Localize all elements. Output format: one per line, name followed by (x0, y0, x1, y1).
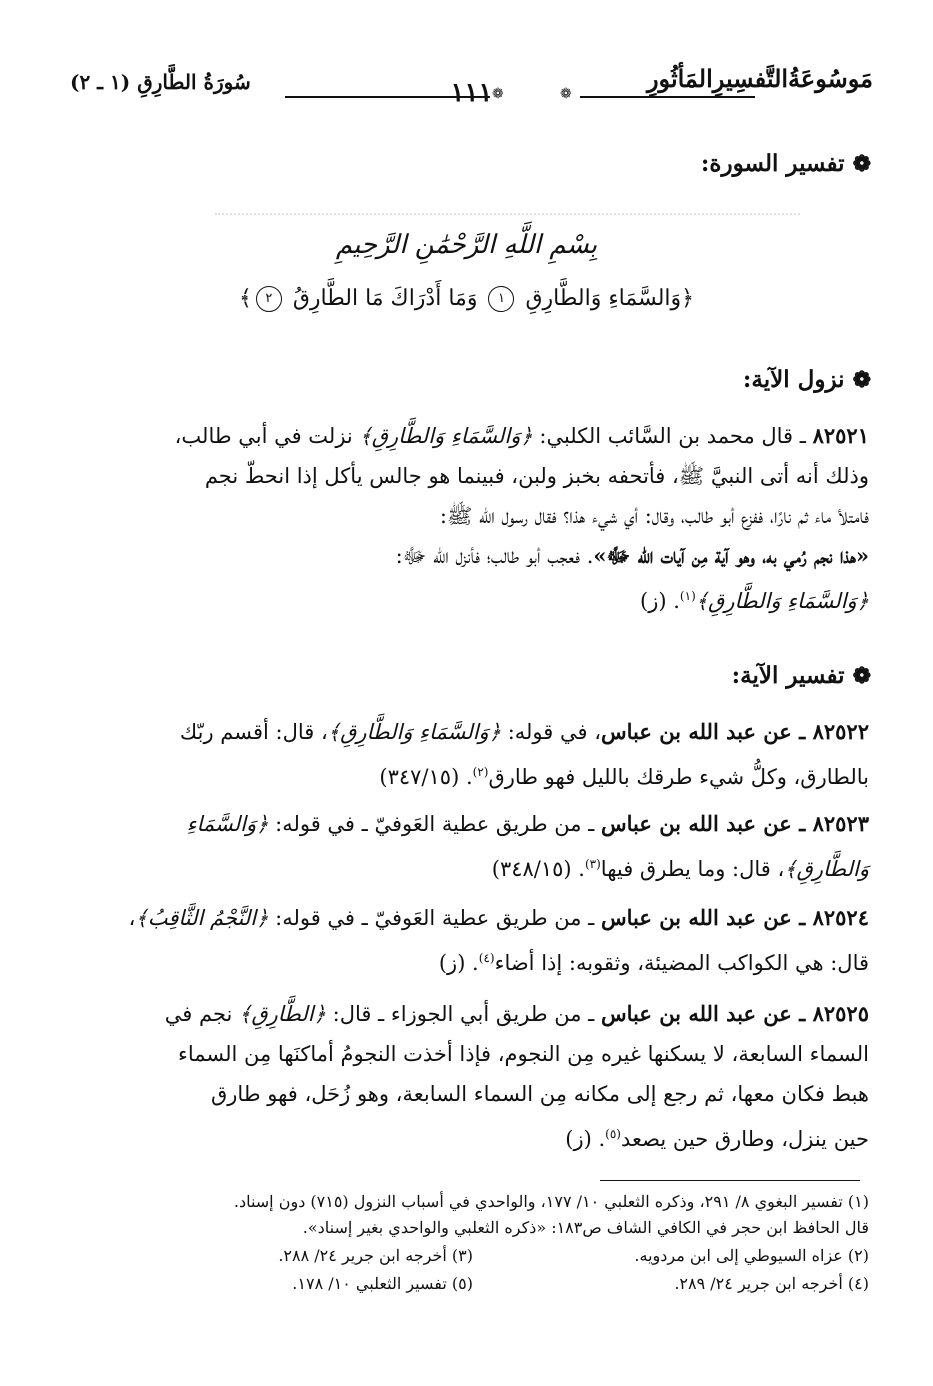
narration-82525 (72, 994, 869, 1159)
text-line: هبط فكان معها، ثم رجع إلى مكانه مِن السماء السابعة، وهو زُحَل، فهو طارق (211, 1082, 869, 1106)
verse-part-1: وَالسَّمَاءِ وَالطَّارِقِ (525, 286, 682, 311)
footnote-ref: (٥) (605, 1127, 621, 1141)
text: ، قال: أقسم ربّك (179, 720, 328, 744)
section-title: تفسير السورة: (700, 150, 845, 177)
quote: ﴿وَالسَّمَاءِ وَالطَّارِقِ﴾ (359, 424, 533, 448)
narrator: ـ عن عبد الله بن عباس (600, 719, 813, 744)
text-line (72, 804, 869, 844)
verse-number-1: ١ (488, 286, 514, 312)
basmala: بِسْمِ اللَّهِ الرَّحْمَٰنِ الرَّحِيمِ (335, 230, 598, 260)
surah-title: سُورَةُ الطَّارِقِ (١ ـ ٢) (70, 70, 251, 94)
quran-verse (0, 286, 933, 312)
text: حين ينزل، وطارق حين يصعد (620, 1127, 869, 1151)
flower-icon: ❁ (852, 367, 871, 393)
narration-82523 (72, 804, 869, 889)
text: بالطارق، وكلُّ شيء طرقك بالليل فهو طارق (488, 765, 869, 789)
narration-82521 (72, 416, 869, 621)
text: . (٣٤٧/١٥) (379, 765, 473, 789)
text: . (ز) (565, 1127, 606, 1151)
quote: ﴿وَالسَّمَاءِ (186, 812, 269, 836)
text-line (72, 416, 869, 456)
book-title: مَوسُوعَةُالتَّفسِيرِالمَأثُورِ (646, 64, 873, 93)
narration-number: ٨٢٥٢٥ (812, 1001, 869, 1026)
text-line: فامتلأ ماء ثم نارًا، ففزع أبو طالب، وقال: أي شيء هذا؟ فقال رسول الله ﷺ: (439, 504, 869, 528)
flower-icon: ❁ (852, 663, 871, 689)
footnote-ref: (٣) (584, 857, 601, 871)
verse-part-2: وَمَا أَدْرَاكَ مَا الطَّارِقُ (292, 286, 478, 311)
text: . (٣٤٨/١٥) (491, 857, 585, 881)
footnote-ref: (١) (679, 589, 696, 603)
text: ـ من طريق عطية العَوفيّ ـ في قوله: (268, 906, 601, 930)
header-rule-left (285, 96, 490, 98)
text: . فعجب أبو طالب؛ فأنزل الله ﷻ: (395, 544, 594, 568)
bracket-close: ﴾ (238, 286, 252, 311)
text-line (72, 712, 869, 752)
section-heading-ayah-tafsir (732, 662, 871, 689)
section-title: نزول الآية: (742, 366, 845, 393)
narration-number: ٨٢٥٢١ (812, 423, 869, 448)
bracket-open: ﴿ (681, 286, 695, 311)
text: ، (128, 906, 136, 930)
footnote-divider (600, 1180, 860, 1181)
text-line: السماء السابعة، لا يسكنها غيره مِن النجوم، فإذا أخذت النجومُ أماكنَها مِن السماء (177, 1042, 869, 1066)
quote: ﴿وَالسَّمَاءِ وَالطَّارِقِ﴾ (695, 589, 869, 613)
ornament-icon: ❁ (492, 86, 504, 102)
text-line (72, 938, 869, 983)
narrator: ـ عن عبد الله بن عباس (600, 1001, 813, 1026)
section-title: تفسير الآية: (731, 662, 845, 689)
flower-icon: ❁ (852, 151, 871, 177)
footnote-4: (٤) أخرجه ابن جرير ٢٤/ ٢٨٩. (674, 1274, 869, 1293)
text-line (72, 752, 869, 797)
text: ، قال: وما يطرق فيها (600, 857, 785, 881)
text: ـ قال محمد بن السَّائب الكلبي: (532, 424, 813, 448)
text: . (ز) (438, 951, 479, 975)
text: ـ من طريق عطية العَوفيّ ـ في قوله: (268, 812, 601, 836)
narrator: ـ عن عبد الله بن عباس (600, 811, 813, 836)
text: نزلت في أبي طالب، (174, 424, 360, 448)
quote: ﴿الطَّارِقِ﴾ (239, 1002, 326, 1026)
quote: ﴿وَالسَّمَاءِ وَالطَّارِقِ﴾ (327, 720, 502, 744)
footnote-2: (٢) عزاه السيوطي إلى ابن مردويه. (634, 1246, 869, 1265)
text: ، في قوله: (501, 720, 601, 744)
text-line (72, 898, 869, 938)
hadith-quote: «هذا نجم رُمي به، وهو آية مِن آيات الله ﷻ» (593, 543, 869, 568)
footnote-5: (٥) تفسير الثعلبي ١٠/ ١٧٨. (292, 1274, 473, 1293)
footnote-1-note: قال الحافظ ابن حجر في الكافي الشاف ص١٨٣: «ذكره الثعلبي والواحدي بغير إسناد». (302, 1218, 869, 1237)
narrator: ـ عن عبد الله بن عباس (600, 905, 813, 930)
section-heading-surah-tafsir (701, 150, 871, 177)
ornament-icon: ❁ (560, 86, 572, 102)
text: ـ من طريق أبي الجوزاء ـ قال: (325, 1002, 601, 1026)
text: . (ز) (640, 589, 680, 613)
narration-82524 (72, 898, 869, 983)
text-line (72, 1114, 869, 1159)
footnote-3: (٣) أخرجه ابن جرير ٢٤/ ٢٨٨. (278, 1246, 473, 1265)
narration-82522 (72, 712, 869, 797)
narration-number: ٨٢٥٢٣ (812, 811, 869, 836)
quote: وَالطَّارِقِ﴾ (784, 857, 869, 881)
text-line (72, 994, 869, 1034)
header-rule-right (580, 96, 755, 98)
text-line: وذلك أنه أتى النبيَّ ﷺ، فأتحفه بخبز ولبن، فبينما هو جالس يأكل إذا انحطّ نجم (204, 464, 869, 488)
text-line (72, 844, 869, 889)
text: قال: هي الكواكب المضيئة، وثقوبه: إذا أضاء (494, 951, 869, 975)
footnote-ref: (٢) (472, 765, 489, 779)
text-line (72, 576, 869, 621)
page-number: ١١١ (450, 78, 493, 108)
text: نجم في (164, 1002, 240, 1026)
faint-divider (215, 213, 800, 215)
text-line (72, 536, 869, 576)
footnote-1: (١) تفسير البغوي ٨/ ٢٩١، وذكره الثعلبي ١٠/ ١٧٧، والواحدي في أسباب النزول (٧١٥) دون إسناد. (233, 1192, 869, 1211)
page-header (70, 64, 873, 110)
quote: ﴿النَّجْمُ الثَّاقِبُ﴾ (135, 906, 269, 930)
footnote-ref: (٤) (478, 951, 495, 965)
narration-number: ٨٢٥٢٤ (812, 905, 869, 930)
verse-number-2: ٢ (256, 286, 282, 312)
narration-number: ٨٢٥٢٢ (812, 719, 869, 744)
section-heading-nuzul (743, 366, 871, 393)
